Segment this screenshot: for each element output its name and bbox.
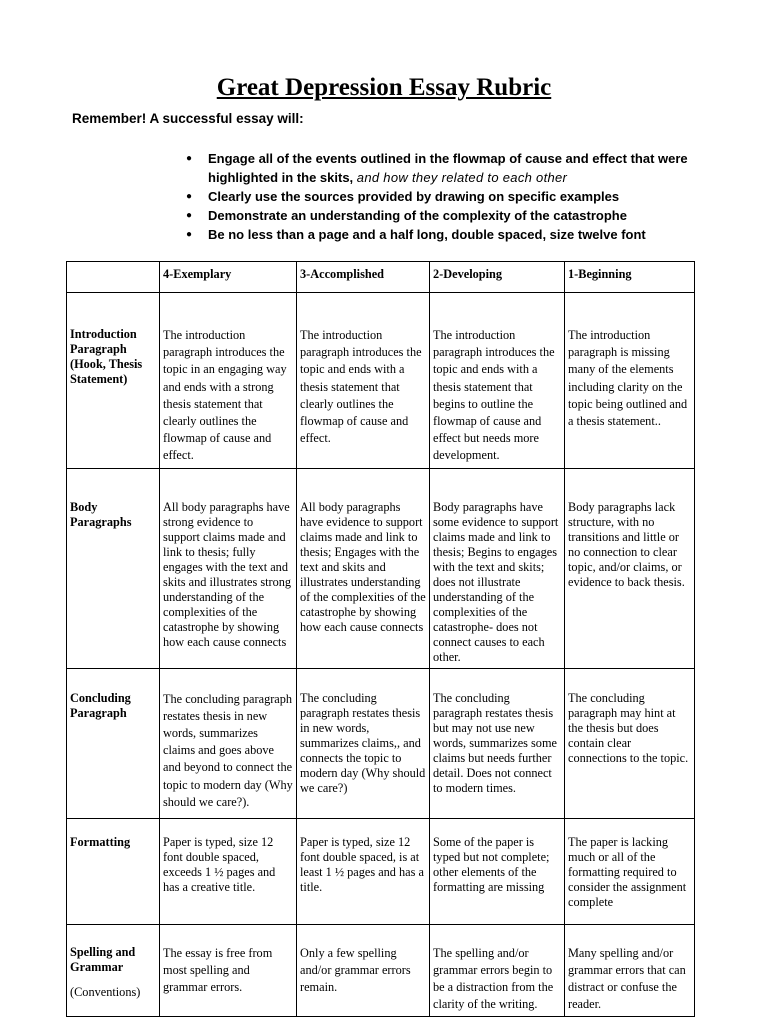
list-item [186,206,706,225]
list-item [186,187,706,206]
list-item [186,225,706,244]
table-row [67,924,695,1017]
row-label: Concluding Paragraph [67,668,160,818]
table-cell: The essay is free from most spelling and grammar errors. [160,924,297,1017]
row-label: Formatting [67,818,160,924]
row-label: Body Paragraphs [67,468,160,668]
table-cell: The concluding paragraph may hint at the thesis but does contain clear connections to the topic. [565,668,695,818]
bullet-text: Demonstrate an understanding of the complexity of the catastrophe [208,208,627,223]
column-header: 2-Developing [430,262,565,293]
bullet-text: Engage all of the events outlined in the flowmap of cause and effect that were highlighted in the skits, [208,151,688,185]
column-header: 3-Accomplished [297,262,430,293]
list-item [186,149,706,187]
table-cell: All body paragraphs have evidence to support claims made and link to thesis; Engages with the text and skits and illustrates understanding of the complexities of the catastrophe by showing how each cause connects [297,468,430,668]
table-cell: The introduction paragraph introduces the topic and ends with a thesis statement that clearly outlines the flowmap of cause and effect. [297,293,430,469]
row-label: Introduction Paragraph (Hook, Thesis Statement) [67,293,160,469]
table-cell: The paper is lacking much or all of the formatting required to consider the assignment complete [565,818,695,924]
table-cell: Paper is typed, size 12 font double spaced, is at least 1 ½ pages and has a title. [297,818,430,924]
table-cell: The introduction paragraph is missing many of the elements including clarity on the topic being outlined and a thesis statement.. [565,293,695,469]
bullet-text: Be no less than a page and a half long, double spaced, size twelve font [208,227,646,242]
table-cell: Only a few spelling and/or grammar errors remain. [297,924,430,1017]
table-cell: Body paragraphs have some evidence to support claims made and link to thesis; Begins to engages with the text and skits; does not illustrate understanding of the complexities of the catastrophe- does not connect causes to each other. [430,468,565,668]
table-cell: The concluding paragraph restates thesis in new words, summarizes claims,, and connects the topic to modern day (Why should we care?) [297,668,430,818]
rubric-table [66,261,695,1017]
intro-text: Remember! A successful essay will: [72,111,304,126]
table-cell: Paper is typed, size 12 font double spaced, exceeds 1 ½ pages and has a creative title. [160,818,297,924]
table-row [67,293,695,469]
row-label-text: Spelling and Grammar [70,944,136,974]
table-cell: Some of the paper is typed but not complete; other elements of the formatting are missing [430,818,565,924]
table-header-row [67,262,695,293]
table-cell: The spelling and/or grammar errors begin to be a distraction from the clarity of the writing. [430,924,565,1017]
bullet-text: Clearly use the sources provided by drawing on specific examples [208,189,620,204]
table-cell: The concluding paragraph restates thesis but may not use new words, summarizes some claims but needs further detail. Does not connect to modern times. [430,668,565,818]
table-cell: The introduction paragraph introduces the topic in an engaging way and ends with a strong thesis statement that clearly outlines the flowmap of cause and effect. [160,293,297,469]
table-row [67,668,695,818]
column-header: 1-Beginning [565,262,695,293]
table-row [67,468,695,668]
row-label [67,924,160,1017]
table-cell: The concluding paragraph restates thesis in new words, summarizes claims and goes above and beyond to connect the topic to modern day (Why should we care?). [160,668,297,818]
table-cell: All body paragraphs have strong evidence to support claims made and link to thesis; fully engages with the text and skits and illustrates strong understanding of the complexities of the catastrophe by showing how each cause connects [160,468,297,668]
corner-cell [67,262,160,293]
table-cell: The introduction paragraph introduces the topic and ends with a thesis statement that begins to outline the flowmap of cause and effect but needs more development. [430,293,565,469]
table-cell: Body paragraphs lack structure, with no transitions and little or no connection to clear topic, and/or claims, or evidence to back thesis. [565,468,695,668]
table-row [67,818,695,924]
row-sublabel: (Conventions) [70,984,141,999]
column-header: 4-Exemplary [160,262,297,293]
bullet-italic-text: and how they related to each other [356,170,568,185]
requirements-list [186,149,706,244]
table-cell: Many spelling and/or grammar errors that can distract or confuse the reader. [565,924,695,1017]
page-title: Great Depression Essay Rubric [216,74,552,101]
